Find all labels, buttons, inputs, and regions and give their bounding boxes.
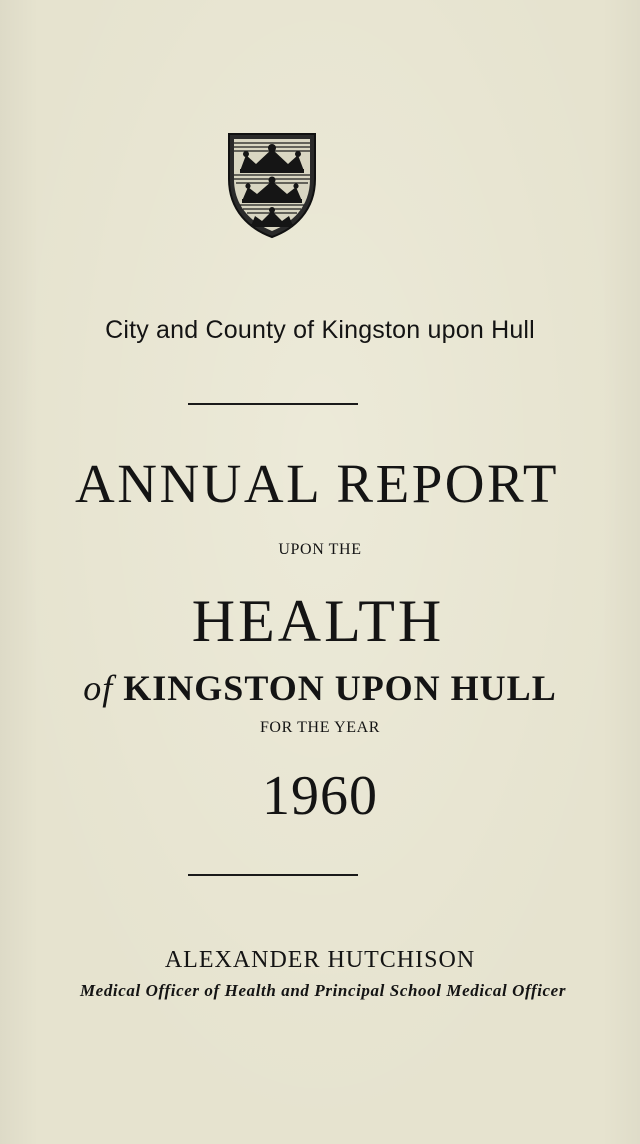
hull-three-crowns-coat-of-arms-icon	[226, 131, 318, 239]
author-position: Medical Officer of Health and Principal School Medical Officer	[79, 981, 567, 1000]
subject-heading: HEALTH	[191, 588, 445, 654]
divider-bottom	[188, 874, 358, 876]
upon-the-label: UPON THE	[278, 541, 362, 558]
city-name: City and County of Kingston upon Hull	[105, 316, 535, 344]
for-the-year-label: FOR THE YEAR	[259, 719, 381, 736]
place-name: KINGSTON UPON HULL	[123, 668, 557, 708]
report-title: ANNUAL REPORT	[75, 453, 559, 514]
author-name: ALEXANDER HUTCHISON	[164, 947, 476, 973]
place-line	[0, 667, 640, 709]
divider-top	[188, 403, 358, 405]
report-year: 1960	[262, 765, 378, 827]
of-word: of	[83, 668, 114, 708]
